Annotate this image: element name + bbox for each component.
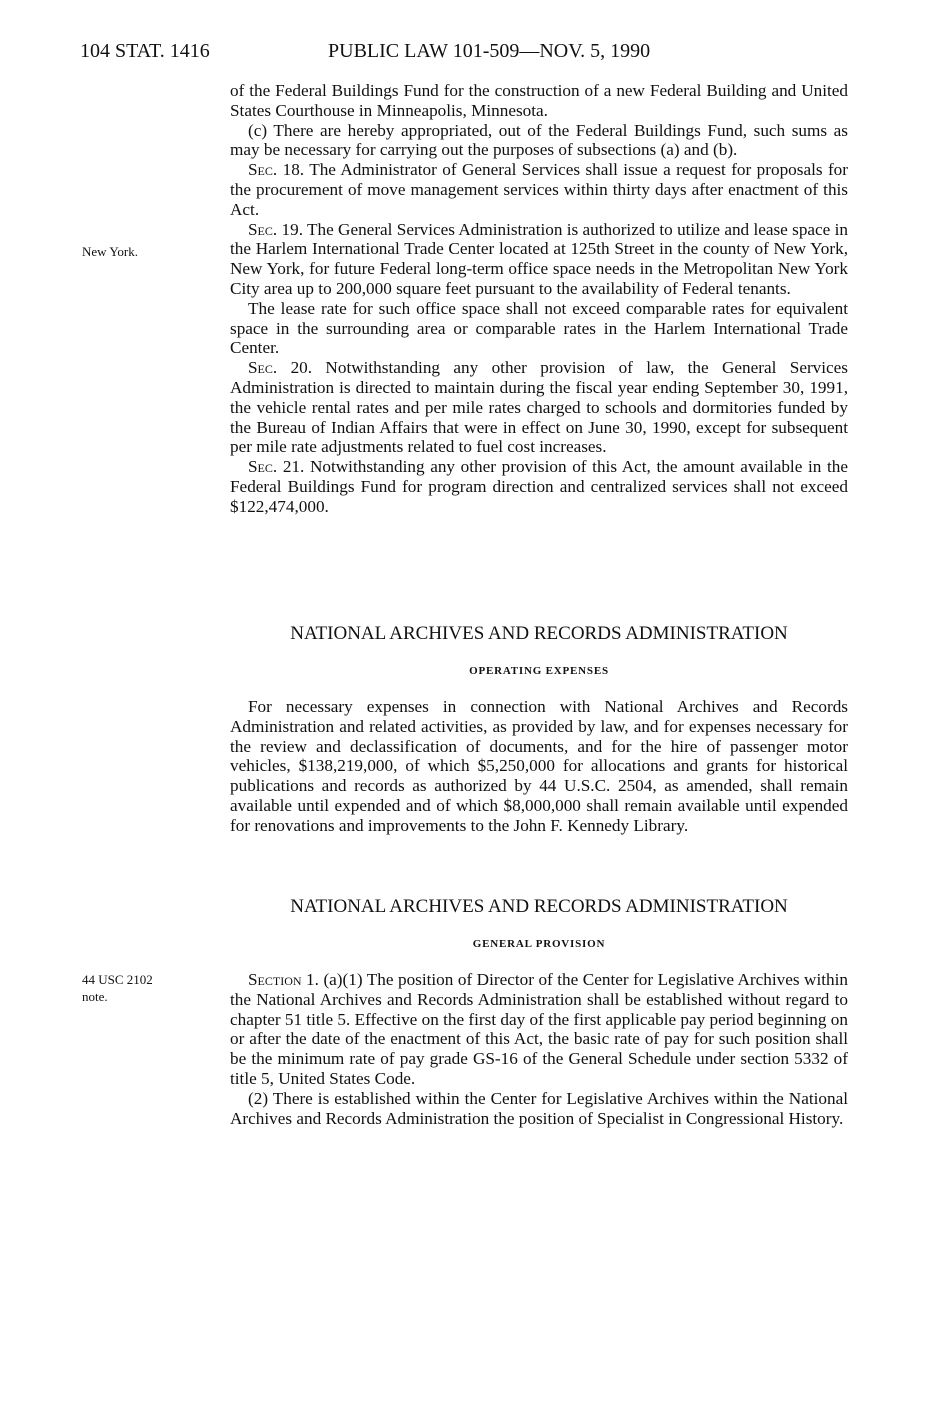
page-header — [80, 36, 850, 66]
text-block-operating-expenses — [230, 697, 848, 836]
section-label: Section — [248, 970, 302, 989]
paragraph-sec-18 — [230, 160, 848, 219]
section-label: Sec. — [248, 219, 278, 239]
margin-note-new-york: New York. — [82, 244, 138, 259]
stat-page-number: 104 STAT. 1416 — [80, 40, 210, 62]
margin-note-usc-line2: note. — [82, 989, 108, 1004]
section-label: Sec. — [248, 160, 278, 180]
heading-nara-operating: NATIONAL ARCHIVES AND RECORDS ADMINISTRATION — [290, 623, 788, 644]
section-text: 18. The Administrator of General Services shall issue a request for proposals for the procurement of move management services within thirty days after enactment of this Act. — [230, 160, 848, 219]
paragraph-lease-rate: The lease rate for such office space shall not exceed comparable rates for equivalent space in the surrounding area or comparable rates in the Harlem International Trade Center. — [230, 298, 848, 358]
paragraph-operating-expenses: For necessary expenses in connection with National Archives and Records Administration and related activities, as provided by law, and for expenses necessary for the review and declassification of documents, and for the hire of passenger motor vehicles, $138,219,000, of which $5,250,000 for allocations and grants for historical publications and records as authorized by 44 U.S.C. 2504, as amended, shall remain available until expended and of which $8,000,000 shall remain available until expended for renovations and improvements to the John F. Kennedy Library. — [230, 697, 848, 835]
text-block-general-provision — [230, 970, 848, 1128]
paragraph-subsection-c: (c) There are hereby appropriated, out of the Federal Buildings Fund, such sums as may be necessary for carrying out the purposes of subsections (a) and (b). — [230, 120, 848, 160]
section-text: 1. (a)(1) The position of Director of the Center for Legislative Archives within the National Archives and Records Administration shall be established without regard to chapter 51 title 5. Effective on the first day of the first applicable pay period beginning on or after the date of the enactment of this Act, the basic rate of pay for such position shall be the minimum rate of pay grade GS-16 of the General Schedule under section 5332 of title 5, United States Code. — [230, 970, 848, 1088]
paragraph-sec-20 — [230, 358, 848, 457]
margin-note-usc — [82, 971, 202, 1005]
paragraph-federal-buildings-fund: of the Federal Buildings Fund for the construction of a new Federal Building and United States Courthouse in Minneapolis, Minnesota. — [230, 81, 848, 120]
text-block-gsa-sections — [230, 81, 848, 517]
margin-note-usc-line1: 44 USC 2102 — [82, 972, 153, 987]
section-label: Sec. — [248, 358, 278, 378]
paragraph-sec-21 — [230, 457, 848, 516]
paragraph-sec-19 — [230, 220, 848, 299]
public-law-title: PUBLIC LAW 101-509—NOV. 5, 1990 — [328, 40, 651, 62]
section-text: 19. The General Services Administration is authorized to utilize and lease space in the Harlem International Trade Center located at 125th Street in the county of New York, New York, for future Federal long-term office space needs in the Metropolitan New York City area up to 200,000 square feet pursuant to the availability of Federal tenants. — [230, 219, 848, 298]
heading-nara-general: NATIONAL ARCHIVES AND RECORDS ADMINISTRATION — [290, 896, 788, 917]
paragraph-specialist: (2) There is established within the Center for Legislative Archives within the National Archives and Records Administration the position of Specialist in Congressional History. — [230, 1088, 848, 1128]
subheading-general-provision: GENERAL PROVISION — [472, 938, 606, 950]
section-label: Sec. — [248, 457, 278, 477]
section-text: 20. Notwithstanding any other provision of law, the General Services Administration is directed to maintain during the fiscal year ending September 30, 1991, the vehicle rental rates and per mile rates charged to schools and dormitories funded by the Bureau of Indian Affairs that were in effect on June 30, 1990, except for subsequent per mile rate adjustments related to fuel cost increases. — [230, 358, 848, 457]
subheading-operating-expenses: OPERATING EXPENSES — [469, 665, 609, 677]
section-text: 21. Notwithstanding any other provision of this Act, the amount available in the Federal Buildings Fund for program direction and centralized services shall not exceed $122,474,000. — [230, 457, 848, 516]
paragraph-section-1 — [230, 970, 848, 1089]
